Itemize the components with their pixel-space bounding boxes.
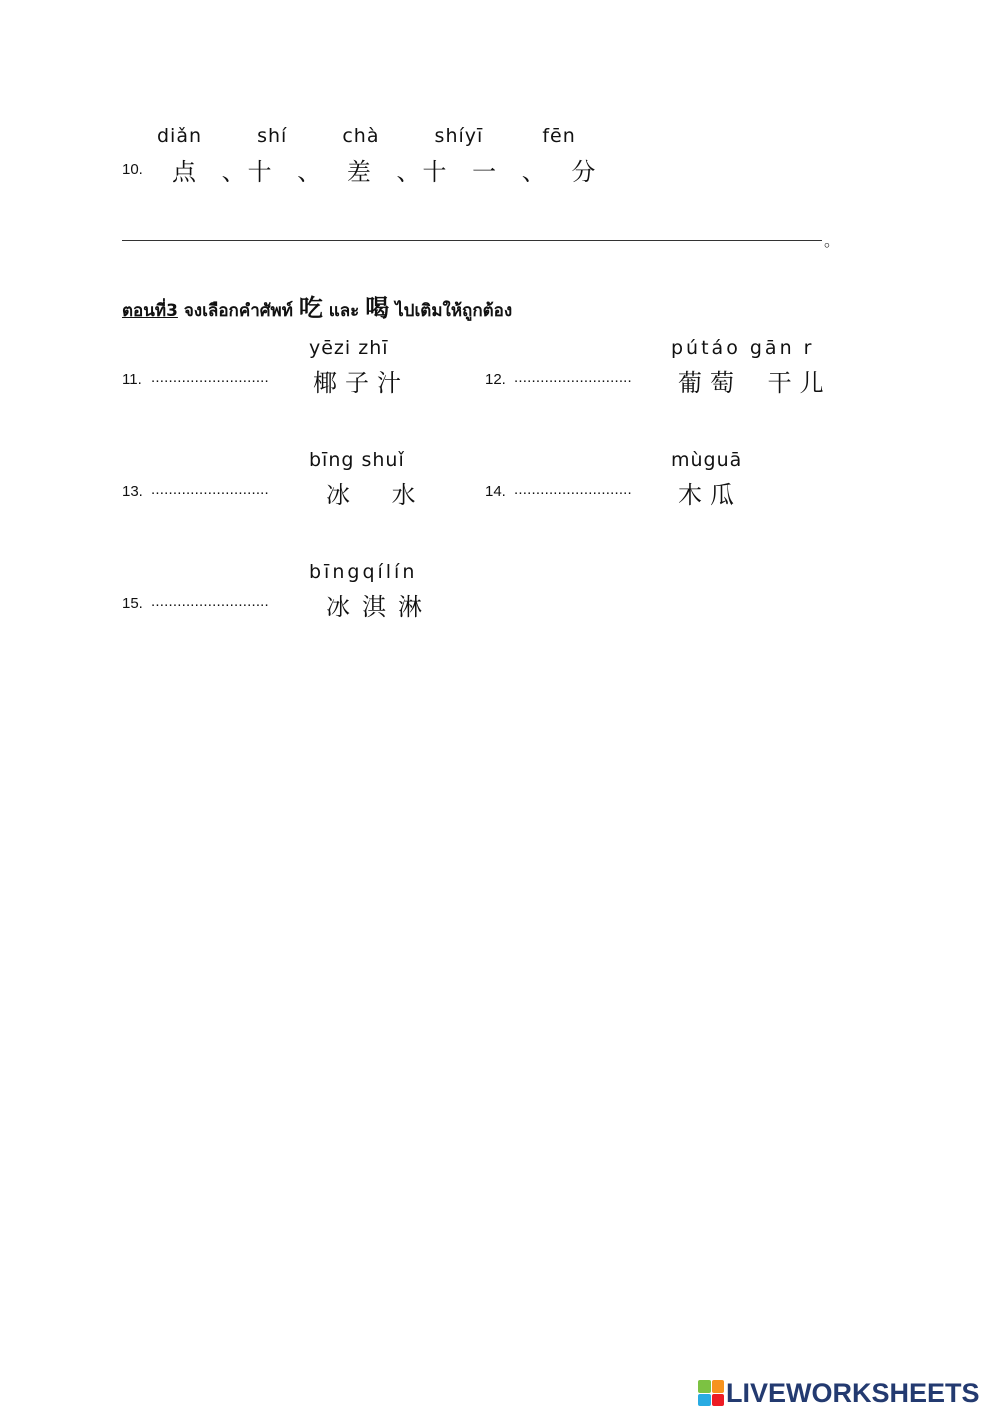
q10-hanzi: 点 、十 、 差 、十 一 、 分 — [172, 158, 598, 186]
q10-pinyin-5: fēn — [542, 125, 576, 147]
logo-square-green — [698, 1380, 711, 1393]
q10-pinyin-3: chà — [342, 125, 380, 147]
item14-hanzi: 木瓜 — [678, 481, 742, 509]
q10-pinyin — [157, 125, 576, 147]
q10-pinyin-1: diǎn — [157, 125, 203, 147]
section3-label: ตอนที่3 — [122, 301, 178, 321]
item15-number: 15. — [122, 595, 143, 612]
item13-number: 13. — [122, 483, 143, 500]
item11-number: 11. — [122, 371, 142, 388]
item15-answer-blank[interactable]: ........................... — [151, 593, 269, 610]
section3-word-drink: 喝 — [365, 294, 390, 322]
liveworksheets-logo[interactable] — [698, 1378, 980, 1408]
logo-square-blue — [698, 1394, 711, 1407]
logo-square-red — [712, 1394, 725, 1407]
item12-pinyin: pútáo gān r — [671, 337, 815, 359]
item15-hanzi: 冰淇淋 — [326, 593, 434, 621]
logo-square-orange — [712, 1380, 725, 1393]
item14-number: 14. — [485, 483, 506, 500]
item13-answer-blank[interactable]: ........................... — [151, 481, 269, 498]
item11-pinyin: yēzi zhī — [309, 337, 389, 359]
item13-hanzi: 冰 水 — [326, 481, 418, 509]
item14-answer-blank[interactable]: ........................... — [514, 481, 632, 498]
q10-number: 10. — [122, 161, 143, 178]
section3-instruction-post: ไปเติมให้ถูกต้อง — [389, 301, 513, 321]
liveworksheets-brand: LIVEWORKSHEETS — [726, 1377, 980, 1408]
section3-instruction-pre: จงเลือกคำศัพท์ — [177, 301, 299, 321]
item11-hanzi: 椰子汁 — [313, 369, 409, 397]
item11-answer-blank[interactable]: ........................... — [151, 369, 269, 386]
q10-end-mark: 。 — [824, 233, 841, 250]
item13-pinyin: bīng shuǐ — [309, 449, 405, 471]
section3-title — [122, 288, 512, 324]
section3-word-eat: 吃 — [298, 294, 323, 322]
item12-number: 12. — [485, 371, 506, 388]
item12-answer-blank[interactable]: ........................... — [514, 369, 632, 386]
liveworksheets-mark-icon — [698, 1380, 724, 1406]
q10-pinyin-4: shíyī — [434, 125, 484, 147]
item15-pinyin: bīngqílín — [309, 561, 418, 583]
item14-pinyin: mùguā — [671, 449, 743, 471]
q10-answer-line[interactable] — [122, 240, 822, 241]
section3-conjunction: และ — [322, 301, 366, 321]
item12-hanzi: 葡萄 干儿 — [678, 369, 832, 397]
q10-pinyin-2: shí — [257, 125, 288, 147]
